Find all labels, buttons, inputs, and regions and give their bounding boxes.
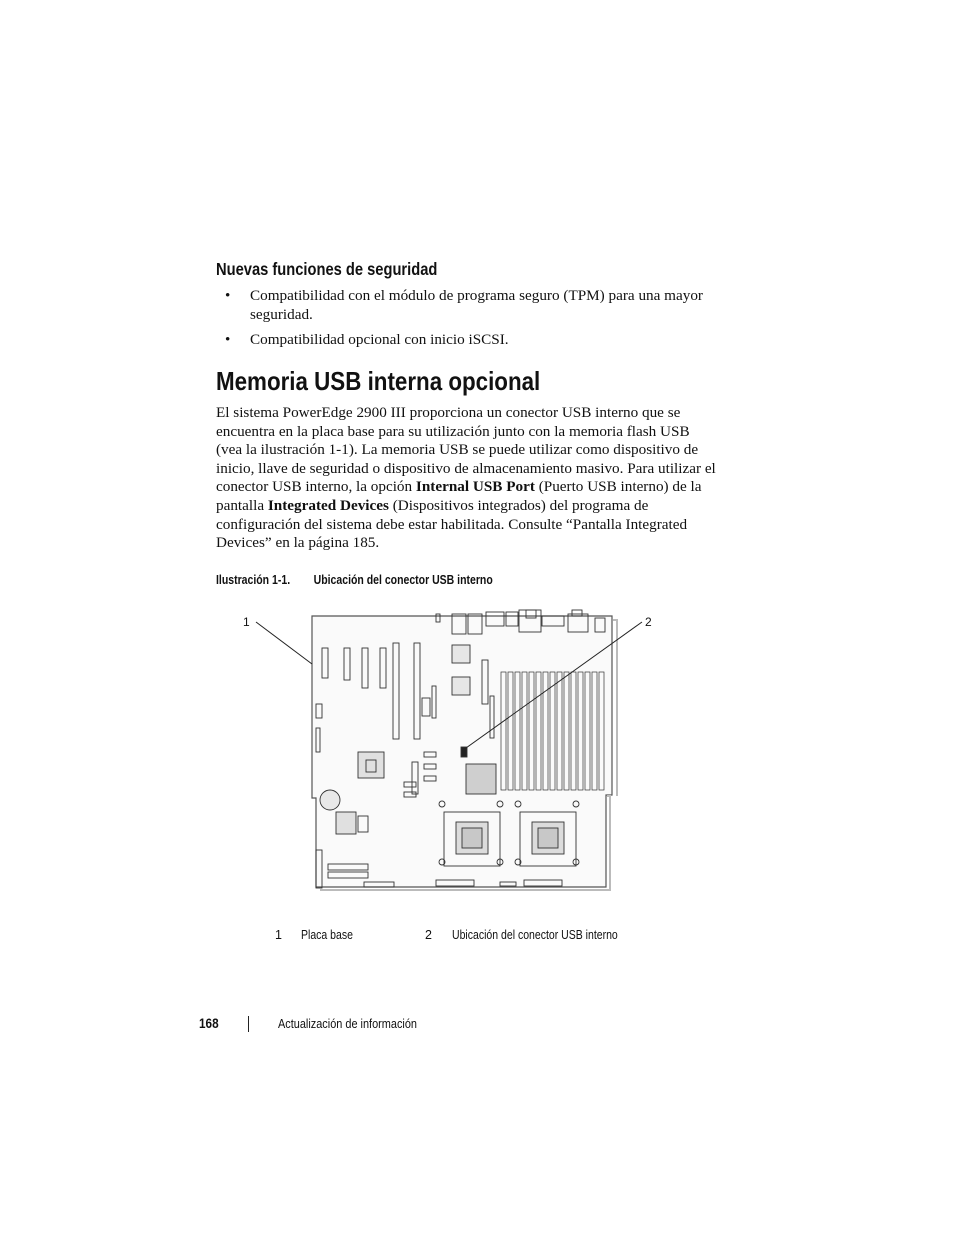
section-heading: Nuevas funciones de seguridad [216,259,438,279]
legend-number: 2 [425,928,432,942]
legend-label: Ubicación del conector USB interno [452,928,618,942]
bullet-item [216,286,716,326]
footer-section-title: Actualización de información [278,1016,418,1031]
body-paragraph [216,404,716,553]
motherboard-illustration [236,606,656,896]
para-text-3: (Dispositivos integrados) del programa de configuración del sistema debe estar habilitada. Consulte “Pantalla Integrated Devices” en la página 185. [216,496,688,552]
bullet-item [216,330,716,350]
bullet-dot: • [225,331,231,348]
bullet-text: Compatibilidad opcional con inicio iSCSI. [250,331,509,348]
caption-label: Ilustración 1-1. [216,573,291,587]
para-text-2: (Puerto USB interno) de la pantalla [216,478,702,514]
figure-caption [216,573,545,587]
option-internal-usb-port: Internal USB Port [415,478,535,496]
bullet-text: Compatibilidad con el módulo de programa seguro (TPM) para una mayor seguridad. [250,287,703,323]
footer-separator [248,1016,249,1032]
internal-usb-connector [461,747,467,757]
callout-2: 2 [645,615,652,629]
page-number: 168 [199,1015,219,1031]
screen-integrated-devices: Integrated Devices [267,496,389,514]
legend-label: Placa base [301,928,353,942]
caption-title: Ubicación del conector USB interno [313,573,493,587]
para-text-1: El sistema PowerEdge 2900 III proporciona un conector USB interno que se encuentra en la placa base para su utilización junto con la memoria flash USB (vea la ilustración 1-1). La memoria USB se puede utilizar como dispositivo de inicio, llave de seguridad o dispositivo de almacenamiento masivo. Para utilizar el conector USB interno, la opción [216,404,716,496]
legend-number: 1 [275,928,282,942]
callout-1: 1 [243,615,250,629]
bullet-dot: • [225,287,231,304]
main-heading: Memoria USB interna opcional [216,366,541,396]
